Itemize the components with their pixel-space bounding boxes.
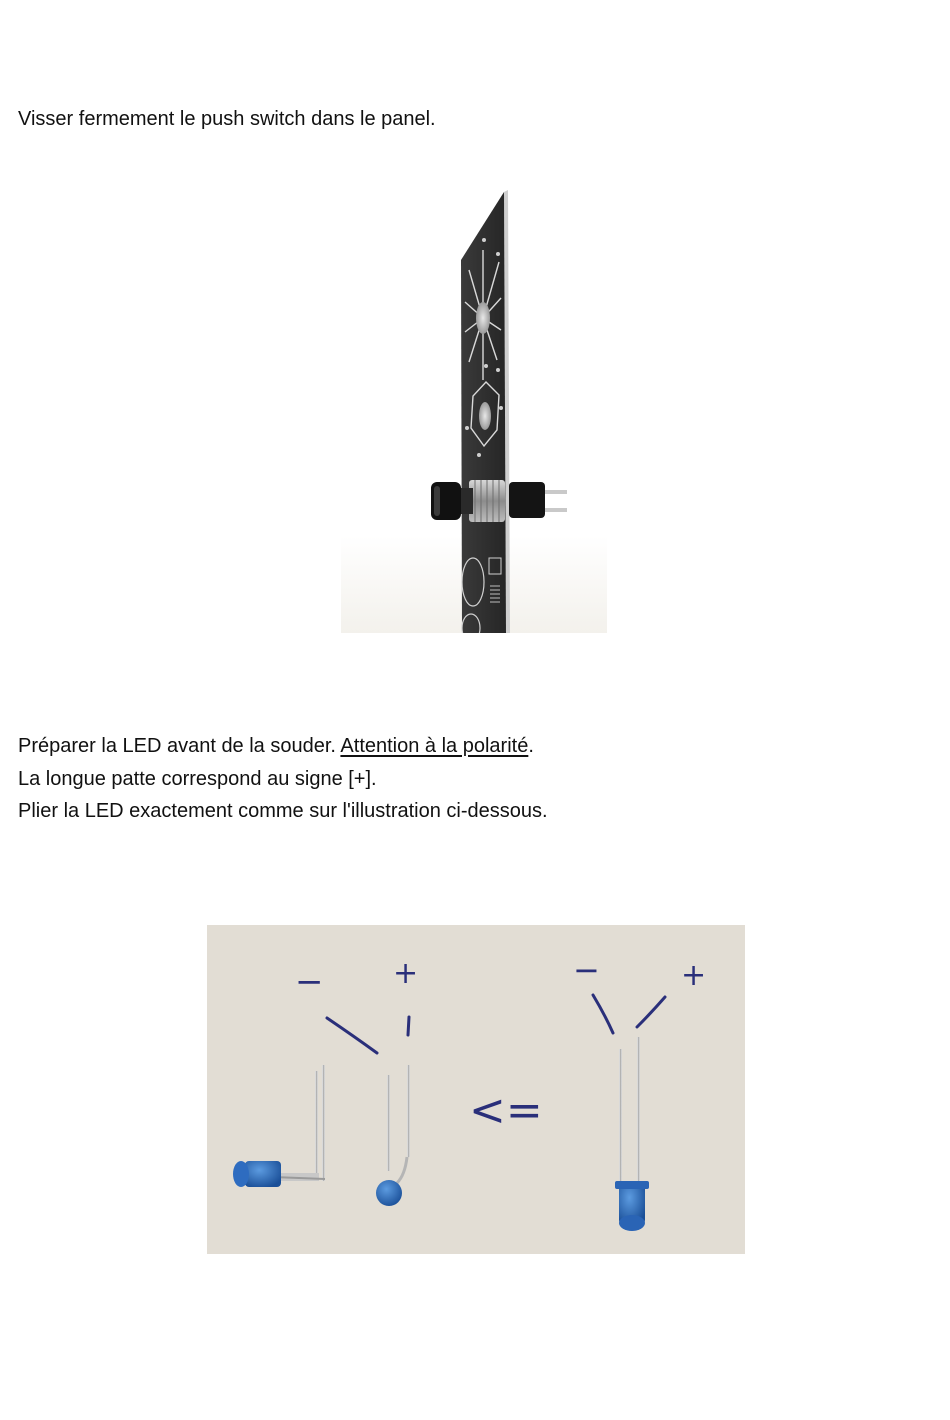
polarity-warning: Attention à la polarité [340, 735, 529, 757]
line1-text: Préparer la LED avant de la souder. [18, 735, 341, 757]
instruction-text: Visser fermement le push switch dans le panel. [18, 108, 436, 130]
arrow-sign: <= [469, 1085, 543, 1136]
pointer-strokes [327, 995, 665, 1053]
panel-switch-illustration [341, 190, 607, 633]
minus-sign-right: − [573, 951, 600, 989]
plus-sign-right: + [681, 958, 707, 993]
pot-hole-middle [479, 402, 491, 430]
instruction-line-2: La longue patte correspond au signe [+]. [18, 767, 377, 790]
led-bending-illustration [207, 925, 745, 1254]
pot-hole-top [476, 302, 490, 334]
line1-period: . [528, 735, 534, 757]
minus-sign-left: − [295, 962, 324, 1002]
switch-rear-body [509, 482, 545, 518]
instruction-screw-switch [18, 103, 436, 136]
led-bending-photo [207, 925, 745, 1254]
instruction-prepare-led [18, 730, 548, 828]
led-bent-sideways [233, 1065, 325, 1187]
switch-pin-top [545, 490, 567, 494]
switch-pin-bottom [545, 508, 567, 512]
instruction-line-3: Plier la LED exactement comme sur l'illustration ci-dessous. [18, 800, 548, 822]
led-bent-down [376, 1065, 410, 1206]
led-straight [615, 1037, 649, 1231]
switch-cap-highlight [434, 486, 440, 516]
instruction-line-1 [18, 730, 548, 763]
panel-switch-photo [341, 190, 607, 633]
plus-sign-left: + [393, 956, 419, 991]
